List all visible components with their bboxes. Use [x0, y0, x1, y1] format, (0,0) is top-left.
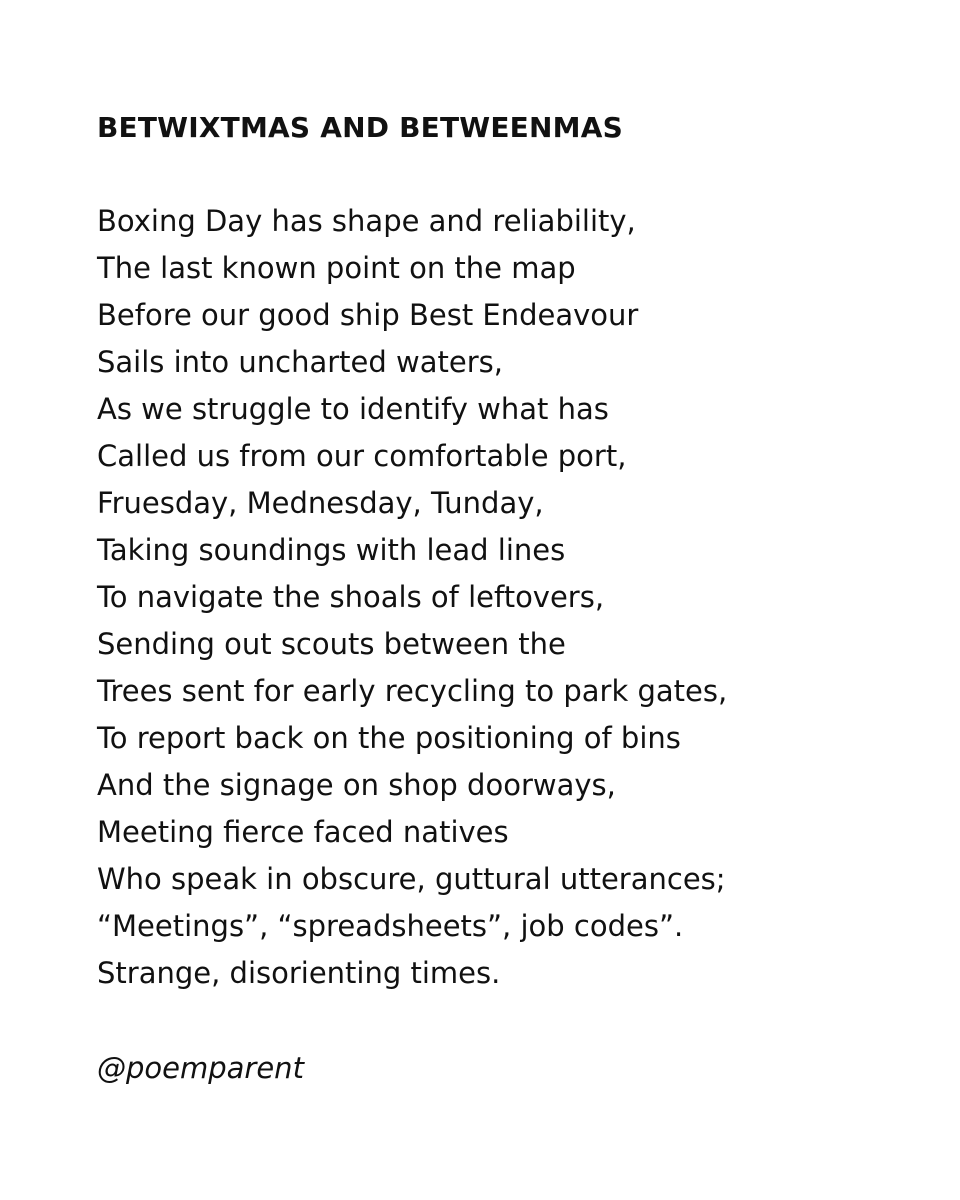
poem-line: Who speak in obscure, guttural utterances;	[97, 862, 726, 896]
poem-line: Fruesday, Mednesday, Tunday,	[97, 486, 544, 520]
poem-line: And the signage on shop doorways,	[97, 768, 616, 802]
poem-line: The last known point on the map	[97, 251, 576, 285]
poem-line: Trees sent for early recycling to park gates,	[97, 674, 728, 708]
poem-line: Taking soundings with lead lines	[97, 533, 566, 567]
poem-line: Called us from our comfortable port,	[97, 439, 627, 473]
poem-line: Meeting fierce faced natives	[97, 815, 509, 849]
poem-line: Before our good ship Best Endeavour	[97, 298, 639, 332]
poem-title: BETWIXTMAS AND BETWEENMAS	[97, 111, 623, 144]
poem-line: To navigate the shoals of leftovers,	[97, 580, 605, 614]
poem-line: Strange, disorienting times.	[97, 956, 501, 990]
poem-line: “Meetings”, “spreadsheets”, job codes”.	[97, 909, 684, 943]
poem-line: As we struggle to identify what has	[97, 392, 609, 426]
author-handle: @poemparent	[97, 1051, 304, 1085]
poem-line: Sending out scouts between the	[97, 627, 566, 661]
poem-body	[97, 198, 727, 997]
poem-line: To report back on the positioning of bins	[97, 721, 681, 755]
poem-line: Sails into uncharted waters,	[97, 345, 503, 379]
poem-line: Boxing Day has shape and reliability,	[97, 204, 636, 238]
